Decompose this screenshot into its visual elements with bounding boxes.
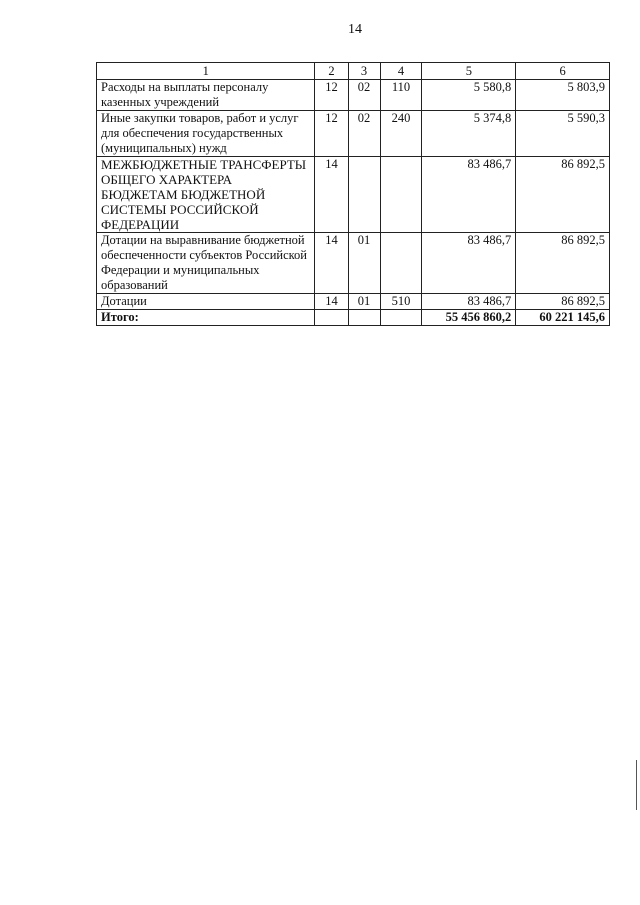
amount-year1-cell: 5 580,8 [422, 80, 516, 111]
amount-year2-cell: 86 892,5 [516, 294, 610, 310]
row-name-cell: Дотации на выравнивание бюджетной обеспеченности субъектов Российской Федерации и муниципальных образований [97, 233, 315, 294]
section-code-cell: 14 [315, 294, 348, 310]
section-code-cell: 12 [315, 111, 348, 157]
column-header-4: 4 [380, 63, 422, 80]
expense-type-cell [380, 157, 422, 233]
expense-type-cell: 110 [380, 80, 422, 111]
amount-year2-cell: 60 221 145,6 [516, 310, 610, 326]
table-row [97, 310, 610, 326]
expense-type-cell [380, 233, 422, 294]
section-code-cell: 14 [315, 233, 348, 294]
section-code-cell: 14 [315, 157, 348, 233]
subsection-code-cell: 01 [348, 233, 380, 294]
column-header-5: 5 [422, 63, 516, 80]
subsection-code-cell: 02 [348, 111, 380, 157]
budget-table-body [97, 63, 610, 326]
amount-year1-cell: 5 374,8 [422, 111, 516, 157]
column-header-2: 2 [315, 63, 348, 80]
row-name-cell: Иные закупки товаров, работ и услуг для обеспечения государственных (муниципальных) нужд [97, 111, 315, 157]
column-header-6: 6 [516, 63, 610, 80]
table-row [97, 294, 610, 310]
subsection-code-cell: 01 [348, 294, 380, 310]
expense-type-cell: 240 [380, 111, 422, 157]
subsection-code-cell [348, 157, 380, 233]
expense-type-cell: 510 [380, 294, 422, 310]
row-name-cell: Расходы на выплаты персоналу казенных учреждений [97, 80, 315, 111]
scan-edge-mark [636, 760, 637, 810]
expense-type-cell [380, 310, 422, 326]
table-row [97, 111, 610, 157]
amount-year1-cell: 83 486,7 [422, 294, 516, 310]
row-name-cell: Итого: [97, 310, 315, 326]
section-code-cell: 12 [315, 80, 348, 111]
amount-year1-cell: 55 456 860,2 [422, 310, 516, 326]
section-code-cell [315, 310, 348, 326]
table-row [97, 157, 610, 233]
row-name-cell: Дотации [97, 294, 315, 310]
budget-table [96, 62, 610, 326]
table-header-row [97, 63, 610, 80]
amount-year2-cell: 86 892,5 [516, 157, 610, 233]
page-number: 14 [348, 22, 362, 37]
column-header-3: 3 [348, 63, 380, 80]
table-row [97, 233, 610, 294]
amount-year2-cell: 86 892,5 [516, 233, 610, 294]
row-name-cell: МЕЖБЮДЖЕТНЫЕ ТРАНСФЕРТЫ ОБЩЕГО ХАРАКТЕРА БЮДЖЕТАМ БЮДЖЕТНОЙ СИСТЕМЫ РОССИЙСКОЙ ФЕДЕРАЦИИ [97, 157, 315, 233]
subsection-code-cell [348, 310, 380, 326]
amount-year1-cell: 83 486,7 [422, 233, 516, 294]
amount-year2-cell: 5 590,3 [516, 111, 610, 157]
amount-year2-cell: 5 803,9 [516, 80, 610, 111]
amount-year1-cell: 83 486,7 [422, 157, 516, 233]
subsection-code-cell: 02 [348, 80, 380, 111]
column-header-1: 1 [97, 63, 315, 80]
table-row [97, 80, 610, 111]
